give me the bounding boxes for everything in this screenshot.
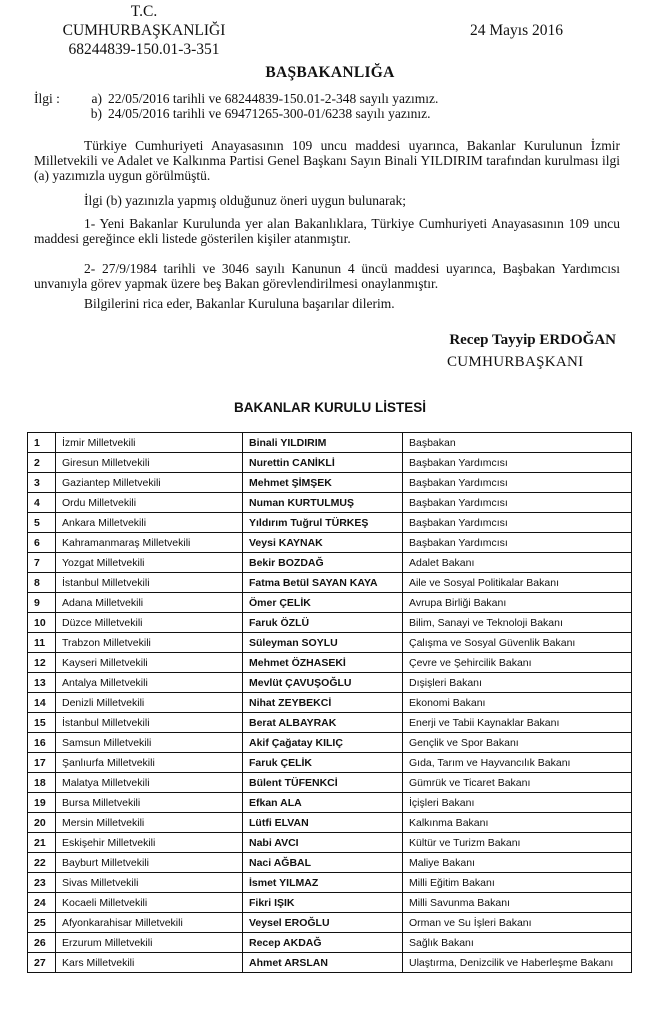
minister-name-cell: Mehmet ŞİMŞEK [243,473,403,493]
table-row [28,633,632,653]
row-number: 20 [28,813,56,833]
paragraph-text: Bilgilerini rica eder, Bakanlar Kuruluna başarılar dilerim. [84,296,395,311]
row-number: 23 [28,873,56,893]
table-row [28,913,632,933]
table-row [28,653,632,673]
reference-row [34,91,438,106]
minister-name-cell: Mehmet ÖZHASEKİ [243,653,403,673]
minister-name-cell: Fikri IŞIK [243,893,403,913]
ministry-cell: Ekonomi Bakanı [403,693,632,713]
row-number: 1 [28,433,56,453]
table-row [28,693,632,713]
row-number: 12 [28,653,56,673]
paragraph-text: 1- Yeni Bakanlar Kurulunda yer alan Bakanlıklara, Türkiye Cumhuriyeti Anayasasının 109 uncu maddesi gereğince ekli listede gösterilen kişiler atanmıştır. [34,216,620,246]
province-cell: Kahramanmaraş Milletvekili [56,533,243,553]
row-number: 2 [28,453,56,473]
table-row [28,853,632,873]
table-row [28,493,632,513]
row-number: 25 [28,913,56,933]
reference-text: 22/05/2016 tarihli ve 68244839-150.01-2-348 sayılı yazımız. [108,91,439,106]
province-cell: İstanbul Milletvekili [56,713,243,733]
paragraph [34,261,620,291]
table-row [28,613,632,633]
reference-key: b) [90,106,102,121]
minister-name-cell: Bülent TÜFENKCİ [243,773,403,793]
province-cell: Sivas Milletvekili [56,873,243,893]
province-cell: Erzurum Milletvekili [56,933,243,953]
reference-label: İlgi : [34,91,60,106]
row-number: 13 [28,673,56,693]
table-row [28,573,632,593]
row-number: 15 [28,713,56,733]
ministry-cell: Çevre ve Şehircilik Bakanı [403,653,632,673]
province-cell: Mersin Milletvekili [56,813,243,833]
row-number: 4 [28,493,56,513]
province-cell: Afyonkarahisar Milletvekili [56,913,243,933]
table-row [28,533,632,553]
letter-date: 24 Mayıs 2016 [470,22,563,39]
province-cell: Ordu Milletvekili [56,493,243,513]
table-row [28,773,632,793]
minister-name-cell: Akif Çağatay KILIÇ [243,733,403,753]
row-number: 19 [28,793,56,813]
ministry-cell: Orman ve Su İşleri Bakanı [403,913,632,933]
ministry-cell: Enerji ve Tabii Kaynaklar Bakanı [403,713,632,733]
province-cell: Samsun Milletvekili [56,733,243,753]
ministry-cell: Gümrük ve Ticaret Bakanı [403,773,632,793]
reference-row [34,106,438,121]
ministry-cell: Kalkınma Bakanı [403,813,632,833]
minister-name-cell: Recep AKDAĞ [243,933,403,953]
row-number: 26 [28,933,56,953]
signatory-title: CUMHURBAŞKANI [447,354,584,370]
row-number: 21 [28,833,56,853]
province-cell: Ankara Milletvekili [56,513,243,533]
ministry-cell: Gıda, Tarım ve Hayvancılık Bakanı [403,753,632,773]
table-row [28,713,632,733]
reference-number: 68244839-150.01-3-351 [68,41,220,58]
paragraph-text: 2- 27/9/1984 tarihli ve 3046 sayılı Kanunun 4 üncü maddesi uyarınca, Başbakan Yardımcısı unvanıyla görev yapmak üzere beş Bakan görevlendirilmesi onaylanmıştır. [34,261,620,291]
row-number: 16 [28,733,56,753]
paragraph [34,296,620,311]
table-row [28,833,632,853]
table-row [28,933,632,953]
minister-name-cell: Efkan ALA [243,793,403,813]
row-number: 24 [28,893,56,913]
ministry-cell: Milli Eğitim Bakanı [403,873,632,893]
minister-name-cell: Veysel EROĞLU [243,913,403,933]
ministry-cell: Kültür ve Turizm Bakanı [403,833,632,853]
province-cell: Kayseri Milletvekili [56,653,243,673]
reference-key: a) [91,91,102,106]
minister-name-cell: Lütfi ELVAN [243,813,403,833]
ministry-cell: Gençlik ve Spor Bakanı [403,733,632,753]
minister-name-cell: Faruk ÇELİK [243,753,403,773]
ministry-cell: Sağlık Bakanı [403,933,632,953]
minister-name-cell: Binali YILDIRIM [243,433,403,453]
row-number: 3 [28,473,56,493]
minister-name-cell: İsmet YILMAZ [243,873,403,893]
table-row [28,453,632,473]
minister-name-cell: Numan KURTULMUŞ [243,493,403,513]
province-cell: Denizli Milletvekili [56,693,243,713]
minister-name-cell: Berat ALBAYRAK [243,713,403,733]
addressee: BAŞBAKANLIĞA [265,64,395,81]
table-row [28,753,632,773]
province-cell: Gaziantep Milletvekili [56,473,243,493]
province-cell: Şanlıurfa Milletvekili [56,753,243,773]
paragraph [34,216,620,246]
province-cell: Giresun Milletvekili [56,453,243,473]
row-number: 22 [28,853,56,873]
minister-name-cell: Süleyman SOYLU [243,633,403,653]
row-number: 8 [28,573,56,593]
minister-name-cell: Bekir BOZDAĞ [243,553,403,573]
ministry-cell: Dışişleri Bakanı [403,673,632,693]
province-cell: Malatya Milletvekili [56,773,243,793]
ministry-cell: Başbakan Yardımcısı [403,473,632,493]
row-number: 9 [28,593,56,613]
table-row [28,953,632,973]
row-number: 27 [28,953,56,973]
cabinet-table [27,432,632,973]
table-row [28,893,632,913]
minister-name-cell: Mevlüt ÇAVUŞOĞLU [243,673,403,693]
ministry-cell: İçişleri Bakanı [403,793,632,813]
province-cell: Kars Milletvekili [56,953,243,973]
province-cell: Eskişehir Milletvekili [56,833,243,853]
row-number: 11 [28,633,56,653]
row-number: 6 [28,533,56,553]
signatory-name: Recep Tayyip ERDOĞAN [449,332,616,348]
table-row [28,513,632,533]
paragraph-text: Türkiye Cumhuriyeti Anayasasının 109 uncu maddesi uyarınca, Bakanlar Kurulunun İzmir Milletvekili ve Adalet ve Kalkınma Partisi Genel Başkanı Sayın Binali YILDIRIM tarafından kurulması ilgi (a) yazımızla uygun görülmüştü. [34,138,620,183]
ministry-cell: Ulaştırma, Denizcilik ve Haberleşme Bakanı [403,953,632,973]
row-number: 10 [28,613,56,633]
minister-name-cell: Nabi AVCI [243,833,403,853]
row-number: 5 [28,513,56,533]
row-number: 17 [28,753,56,773]
minister-name-cell: Ahmet ARSLAN [243,953,403,973]
letterhead [34,2,254,59]
ministry-cell: Bilim, Sanayi ve Teknoloji Bakanı [403,613,632,633]
reference-block [34,91,438,121]
letterhead-line-1: T.C. [130,3,158,20]
province-cell: Kocaeli Milletvekili [56,893,243,913]
minister-name-cell: Nihat ZEYBEKCİ [243,693,403,713]
minister-name-cell: Yıldırım Tuğrul TÜRKEŞ [243,513,403,533]
minister-name-cell: Nurettin CANİKLİ [243,453,403,473]
ministry-cell: Maliye Bakanı [403,853,632,873]
ministry-cell: Başbakan [403,433,632,453]
province-cell: Düzce Milletvekili [56,613,243,633]
ministry-cell: Çalışma ve Sosyal Güvenlik Bakanı [403,633,632,653]
row-number: 14 [28,693,56,713]
table-row [28,473,632,493]
ministry-cell: Adalet Bakanı [403,553,632,573]
province-cell: Adana Milletvekili [56,593,243,613]
table-row [28,593,632,613]
table-row [28,733,632,753]
ministry-cell: Başbakan Yardımcısı [403,453,632,473]
ministry-cell: Başbakan Yardımcısı [403,513,632,533]
row-number: 18 [28,773,56,793]
ministry-cell: Aile ve Sosyal Politikalar Bakanı [403,573,632,593]
row-number: 7 [28,553,56,573]
minister-name-cell: Naci AĞBAL [243,853,403,873]
paragraph [34,193,620,208]
table-row [28,553,632,573]
minister-name-cell: Fatma Betül SAYAN KAYA [243,573,403,593]
province-cell: Yozgat Milletvekili [56,553,243,573]
table-row [28,433,632,453]
letterhead-line-2: CUMHURBAŞKANLIĞI [62,22,226,39]
minister-name-cell: Ömer ÇELİK [243,593,403,613]
province-cell: Bursa Milletvekili [56,793,243,813]
paragraph [34,138,620,183]
province-cell: Antalya Milletvekili [56,673,243,693]
province-cell: Bayburt Milletvekili [56,853,243,873]
minister-name-cell: Veysi KAYNAK [243,533,403,553]
list-title: BAKANLAR KURULU LİSTESİ [234,400,426,415]
province-cell: İstanbul Milletvekili [56,573,243,593]
minister-name-cell: Faruk ÖZLÜ [243,613,403,633]
ministry-cell: Avrupa Birliği Bakanı [403,593,632,613]
table-row [28,813,632,833]
paragraph-text: İlgi (b) yazınızla yapmış olduğunuz öneri uygun bulunarak; [84,193,407,208]
ministry-cell: Başbakan Yardımcısı [403,533,632,553]
ministry-cell: Milli Savunma Bakanı [403,893,632,913]
table-row [28,673,632,693]
province-cell: İzmir Milletvekili [56,433,243,453]
ministry-cell: Başbakan Yardımcısı [403,493,632,513]
table-row [28,873,632,893]
table-row [28,793,632,813]
reference-text: 24/05/2016 tarihli ve 69471265-300-01/6238 sayılı yazınız. [108,106,431,121]
province-cell: Trabzon Milletvekili [56,633,243,653]
